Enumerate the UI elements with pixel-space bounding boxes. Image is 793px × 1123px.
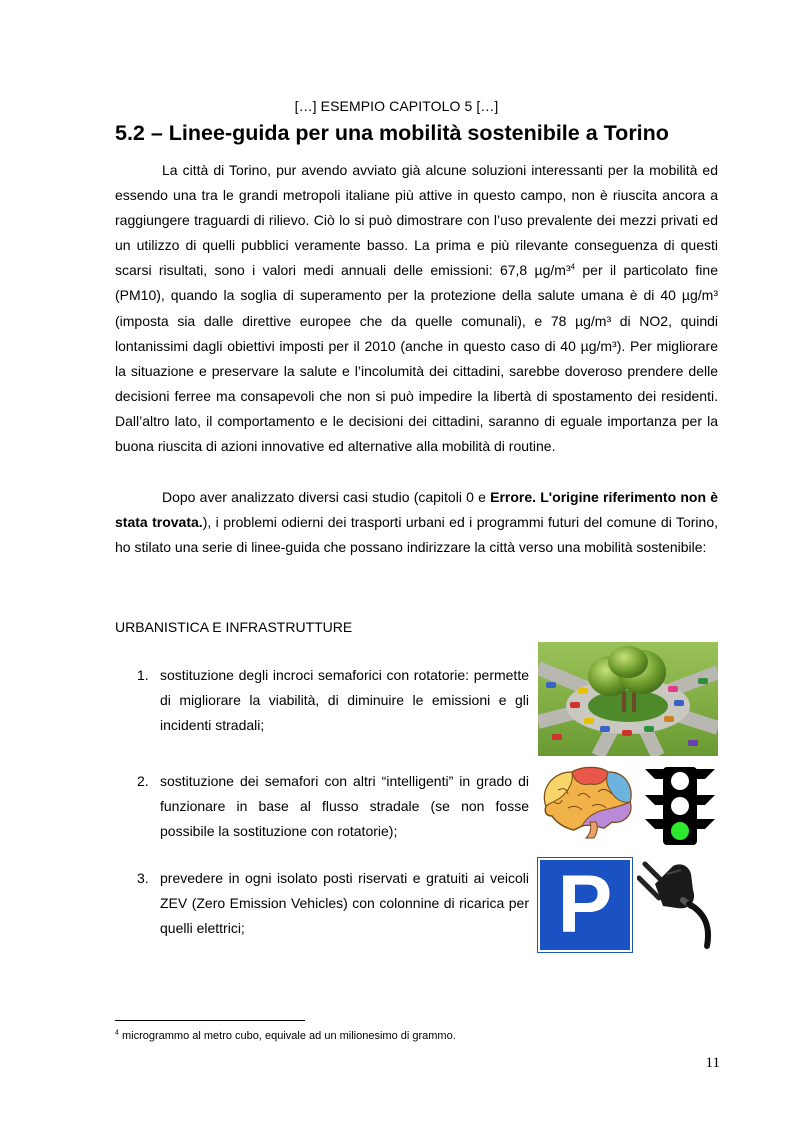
paragraph-intro-text-a: La città di Torino, pur avendo avviato già alcune soluzioni interessanti per la mobilità ed essendo una tra le grandi metropoli italiane più attive in questo campo, non è riuscita ancora a raggiungere traguardi di rilievo. Ciò lo si può dimostrare con l’uso prevalente dei mezzi privati ed un utilizzo di quelli pubblici veramente basso. La prima e più rilevante conseguenza di questi scarsi risultati, sono i valori medi annuali delle emissioni: 67,8 µg/m³: [115, 162, 718, 279]
list-item-text: sostituzione dei semafori con altri “intelligenti” in grado di funzionare in base al flusso stradale (se non fosse possibile la sostituzione con rotatorie);: [160, 773, 529, 840]
list-item: [137, 866, 529, 941]
page-number: 11: [705, 1055, 720, 1071]
paragraph-guidelines-text-b: ), i problemi odierni dei trasporti urbani ed i programmi futuri del comune di Torino, ho stilato una serie di linee-guida che possano indirizzare la città verso una mobilità sostenibile:: [115, 514, 718, 556]
brain-icon: [538, 766, 635, 840]
paragraph-guidelines-text-a: Dopo aver analizzato diversi casi studio (capitoli 0 e: [162, 489, 491, 505]
list-item-text: sostituzione degli incroci semaforici con rotatorie: permette di migliorare la viabilità, di diminuire le emissioni e gli incidenti stradali;: [160, 667, 529, 734]
footnote-ref[interactable]: 4: [570, 262, 576, 272]
footnote-divider: [115, 1020, 305, 1021]
section-heading: 5.2 – Linee-guida per una mobilità sostenibile a Torino: [115, 121, 669, 145]
electric-plug-icon: [637, 860, 717, 950]
parking-letter: P: [557, 859, 613, 950]
reference-error-text: Errore. L'origine riferimento non è stata trovata.: [115, 489, 718, 531]
section-title-urbanistica: URBANISTICA E INFRASTRUTTURE: [115, 619, 353, 635]
list-item: [137, 769, 529, 844]
traffic-light-icon: [645, 767, 715, 845]
list-item-number: 2.: [137, 773, 149, 789]
paragraph-intro-text-b: per il particolato fine (PM10), quando la soglia di superamento per la protezione della salute umana è di 40 µg/m³ (imposta sia dalle direttive europee che da quelle comunali), e 78 µg/m³ di NO2, quindi lontanissimi dagli obiettivi imposti per il 2010 (anche in questo caso di 40 µg/m³). Per migliorare la situazione e preservare la salute e l’incolumità dei cittadini, sarebbe doveroso prendere delle decisioni ferree ma consapevoli che non si può impedire la libertà di spostamento dei residenti. Dall’altro lato, il comportamento e le decisioni dei cittadini, saranno di eguale importanza per la buona riuscita di azioni innovative ed alternative alla mobilità di routine.: [115, 262, 718, 455]
footnote-number: 4: [115, 1029, 119, 1037]
list-item-number: 1.: [137, 667, 149, 683]
list-item: [137, 663, 529, 738]
running-header: […] ESEMPIO CAPITOLO 5 […]: [294, 98, 499, 114]
footnote-text: microgrammo al metro cubo, equivale ad un milionesimo di grammo.: [121, 1030, 456, 1042]
parking-sign-icon: [538, 858, 632, 952]
roundabout-image: [538, 642, 718, 756]
paragraph-intro: [115, 158, 718, 459]
paragraph-guidelines: [115, 485, 718, 560]
list-item-text: prevedere in ogni isolato posti riservati e gratuiti ai veicoli ZEV (Zero Emission Vehicles) con colonnine di ricarica per quelli elettrici;: [160, 870, 529, 937]
list-item-number: 3.: [137, 870, 149, 886]
footnote: [115, 1030, 456, 1042]
